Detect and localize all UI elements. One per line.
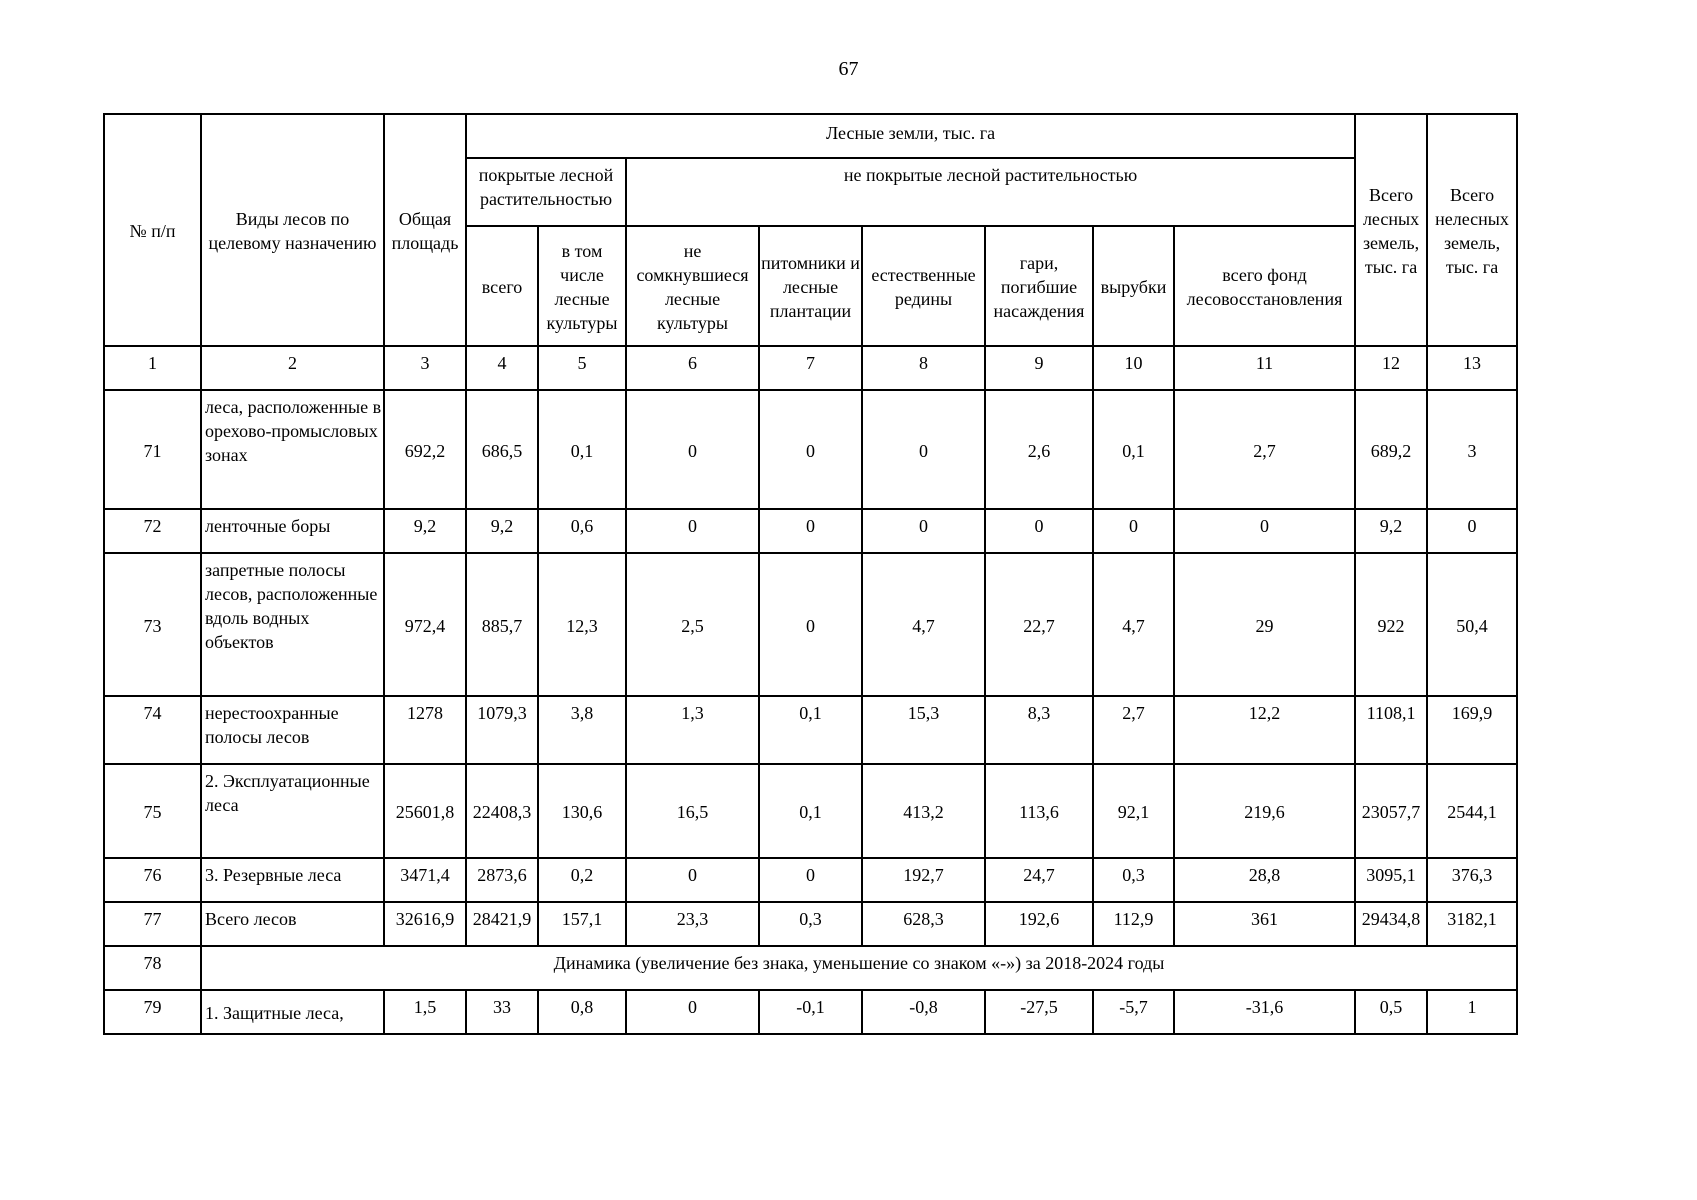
- cell-covered-total: 28421,9: [466, 902, 538, 946]
- cell-sparse: -0,8: [862, 990, 985, 1034]
- cell-covered-cultures: 0,8: [538, 990, 626, 1034]
- cell-covered-cultures: 0,1: [538, 390, 626, 509]
- cell-burned: 24,7: [985, 858, 1093, 902]
- cell-total-forest: 23057,7: [1355, 764, 1427, 858]
- cell-nurseries: 0: [759, 553, 862, 696]
- cell-sparse: 15,3: [862, 696, 985, 764]
- column-number-row: [104, 346, 1517, 390]
- row-number: 79: [104, 990, 201, 1034]
- cell-sparse: 628,3: [862, 902, 985, 946]
- cell-clearings: -5,7: [1093, 990, 1174, 1034]
- cell-reforest-fund: 2,7: [1174, 390, 1355, 509]
- cell-clearings: 4,7: [1093, 553, 1174, 696]
- table-row-dynamics-header: [104, 946, 1517, 990]
- row-number: 76: [104, 858, 201, 902]
- row-forest-type: нерестоохранные полосы лесов: [201, 696, 384, 764]
- col-number-cell: 8: [862, 346, 985, 390]
- cell-sparse: 413,2: [862, 764, 985, 858]
- cell-covered-total: 686,5: [466, 390, 538, 509]
- cell-sparse: 0: [862, 509, 985, 553]
- header-burned: гари, погибшие насаждения: [985, 226, 1093, 346]
- dynamics-caption: Динамика (увеличение без знака, уменьшение со знаком «-») за 2018-2024 годы: [201, 946, 1517, 990]
- table-row: [104, 902, 1517, 946]
- row-number: 75: [104, 764, 201, 858]
- row-forest-type: 3. Резервные леса: [201, 858, 384, 902]
- cell-not-closed: 0: [626, 858, 759, 902]
- cell-total-nonforest: 1: [1427, 990, 1517, 1034]
- cell-not-closed: 1,3: [626, 696, 759, 764]
- cell-sparse: 4,7: [862, 553, 985, 696]
- cell-reforest-fund: 12,2: [1174, 696, 1355, 764]
- cell-nurseries: 0,3: [759, 902, 862, 946]
- col-number-cell: 5: [538, 346, 626, 390]
- row-forest-type: 1. Защитные леса,: [201, 990, 384, 1034]
- cell-total-area: 32616,9: [384, 902, 466, 946]
- col-number-cell: 2: [201, 346, 384, 390]
- header-clearings: вырубки: [1093, 226, 1174, 346]
- cell-total-forest: 29434,8: [1355, 902, 1427, 946]
- cell-covered-cultures: 157,1: [538, 902, 626, 946]
- header-covered-total: всего: [466, 226, 538, 346]
- row-number: 77: [104, 902, 201, 946]
- row-number: 78: [104, 946, 201, 990]
- table-row: [104, 696, 1517, 764]
- cell-total-nonforest: 169,9: [1427, 696, 1517, 764]
- header-natural-sparse: естественные редины: [862, 226, 985, 346]
- cell-covered-cultures: 0,2: [538, 858, 626, 902]
- col-number-cell: 1: [104, 346, 201, 390]
- cell-total-nonforest: 0: [1427, 509, 1517, 553]
- col-number-cell: 7: [759, 346, 862, 390]
- col-number-cell: 13: [1427, 346, 1517, 390]
- cell-nurseries: 0,1: [759, 696, 862, 764]
- col-number-cell: 9: [985, 346, 1093, 390]
- cell-covered-total: 885,7: [466, 553, 538, 696]
- cell-covered-total: 33: [466, 990, 538, 1034]
- table-row: [104, 764, 1517, 858]
- col-number-cell: 3: [384, 346, 466, 390]
- cell-nurseries: 0: [759, 390, 862, 509]
- row-number: 73: [104, 553, 201, 696]
- row-forest-type: Всего лесов: [201, 902, 384, 946]
- cell-not-closed: 23,3: [626, 902, 759, 946]
- page-number: 67: [838, 58, 859, 80]
- cell-total-forest: 3095,1: [1355, 858, 1427, 902]
- cell-reforest-fund: 219,6: [1174, 764, 1355, 858]
- row-forest-type: 2. Эксплуатационные леса: [201, 764, 384, 858]
- header-forest-lands: Лесные земли, тыс. га: [466, 114, 1355, 158]
- cell-covered-total: 22408,3: [466, 764, 538, 858]
- forest-lands-table: [103, 113, 1518, 1035]
- cell-total-area: 3471,4: [384, 858, 466, 902]
- cell-total-nonforest: 50,4: [1427, 553, 1517, 696]
- header-covered-cultures: в том числе лесные культуры: [538, 226, 626, 346]
- cell-total-nonforest: 2544,1: [1427, 764, 1517, 858]
- col-number-cell: 6: [626, 346, 759, 390]
- row-forest-type: запретные полосы лесов, расположенные вдоль водных объектов: [201, 553, 384, 696]
- cell-nurseries: 0,1: [759, 764, 862, 858]
- cell-covered-cultures: 130,6: [538, 764, 626, 858]
- cell-total-area: 9,2: [384, 509, 466, 553]
- cell-total-area: 1,5: [384, 990, 466, 1034]
- cell-nurseries: -0,1: [759, 990, 862, 1034]
- cell-total-nonforest: 3182,1: [1427, 902, 1517, 946]
- header-col-forest-type: Виды лесов по целевому назначению: [201, 114, 384, 346]
- header-col-total-area: Общая площадь: [384, 114, 466, 346]
- header-not-closed-cultures: не сомкнувшиеся лесные культуры: [626, 226, 759, 346]
- cell-total-area: 1278: [384, 696, 466, 764]
- cell-burned: 22,7: [985, 553, 1093, 696]
- cell-total-area: 692,2: [384, 390, 466, 509]
- cell-clearings: 92,1: [1093, 764, 1174, 858]
- cell-clearings: 112,9: [1093, 902, 1174, 946]
- cell-reforest-fund: 361: [1174, 902, 1355, 946]
- cell-total-nonforest: 376,3: [1427, 858, 1517, 902]
- cell-burned: 192,6: [985, 902, 1093, 946]
- cell-covered-cultures: 12,3: [538, 553, 626, 696]
- cell-nurseries: 0: [759, 858, 862, 902]
- cell-total-area: 972,4: [384, 553, 466, 696]
- row-number: 72: [104, 509, 201, 553]
- cell-not-closed: 0: [626, 509, 759, 553]
- cell-sparse: 192,7: [862, 858, 985, 902]
- cell-covered-cultures: 3,8: [538, 696, 626, 764]
- row-number: 74: [104, 696, 201, 764]
- header-total-forest-lands: Всего лесных земель, тыс. га: [1355, 114, 1427, 346]
- table-row: [104, 390, 1517, 509]
- table-row: [104, 990, 1517, 1034]
- cell-covered-total: 2873,6: [466, 858, 538, 902]
- header-covered: покрытые лесной растительностью: [466, 158, 626, 226]
- col-number-cell: 12: [1355, 346, 1427, 390]
- header-nurseries: питомники и лесные плантации: [759, 226, 862, 346]
- cell-total-forest: 0,5: [1355, 990, 1427, 1034]
- cell-not-closed: 2,5: [626, 553, 759, 696]
- cell-reforest-fund: 0: [1174, 509, 1355, 553]
- row-forest-type: леса, расположенные в орехово-промысловых зонах: [201, 390, 384, 509]
- cell-burned: 113,6: [985, 764, 1093, 858]
- cell-burned: 2,6: [985, 390, 1093, 509]
- cell-not-closed: 0: [626, 990, 759, 1034]
- cell-burned: -27,5: [985, 990, 1093, 1034]
- cell-clearings: 0: [1093, 509, 1174, 553]
- cell-burned: 8,3: [985, 696, 1093, 764]
- cell-covered-total: 1079,3: [466, 696, 538, 764]
- cell-clearings: 0,1: [1093, 390, 1174, 509]
- col-number-cell: 10: [1093, 346, 1174, 390]
- cell-total-forest: 1108,1: [1355, 696, 1427, 764]
- cell-total-forest: 9,2: [1355, 509, 1427, 553]
- cell-total-nonforest: 3: [1427, 390, 1517, 509]
- table-row: [104, 509, 1517, 553]
- header-reforestation-fund: всего фонд лесовосстановления: [1174, 226, 1355, 346]
- cell-reforest-fund: -31,6: [1174, 990, 1355, 1034]
- col-number-cell: 4: [466, 346, 538, 390]
- table-row: [104, 858, 1517, 902]
- header-not-covered: не покрытые лесной растительностью: [626, 158, 1355, 226]
- cell-clearings: 2,7: [1093, 696, 1174, 764]
- cell-clearings: 0,3: [1093, 858, 1174, 902]
- row-forest-type: ленточные боры: [201, 509, 384, 553]
- row-number: 71: [104, 390, 201, 509]
- cell-total-forest: 689,2: [1355, 390, 1427, 509]
- cell-covered-total: 9,2: [466, 509, 538, 553]
- table-row: [104, 553, 1517, 696]
- cell-reforest-fund: 28,8: [1174, 858, 1355, 902]
- cell-reforest-fund: 29: [1174, 553, 1355, 696]
- cell-covered-cultures: 0,6: [538, 509, 626, 553]
- col-number-cell: 11: [1174, 346, 1355, 390]
- cell-not-closed: 16,5: [626, 764, 759, 858]
- header-total-nonforest-lands: Всего нелесных земель, тыс. га: [1427, 114, 1517, 346]
- cell-nurseries: 0: [759, 509, 862, 553]
- cell-burned: 0: [985, 509, 1093, 553]
- cell-not-closed: 0: [626, 390, 759, 509]
- header-col-number: № п/п: [104, 114, 201, 346]
- cell-sparse: 0: [862, 390, 985, 509]
- cell-total-area: 25601,8: [384, 764, 466, 858]
- cell-total-forest: 922: [1355, 553, 1427, 696]
